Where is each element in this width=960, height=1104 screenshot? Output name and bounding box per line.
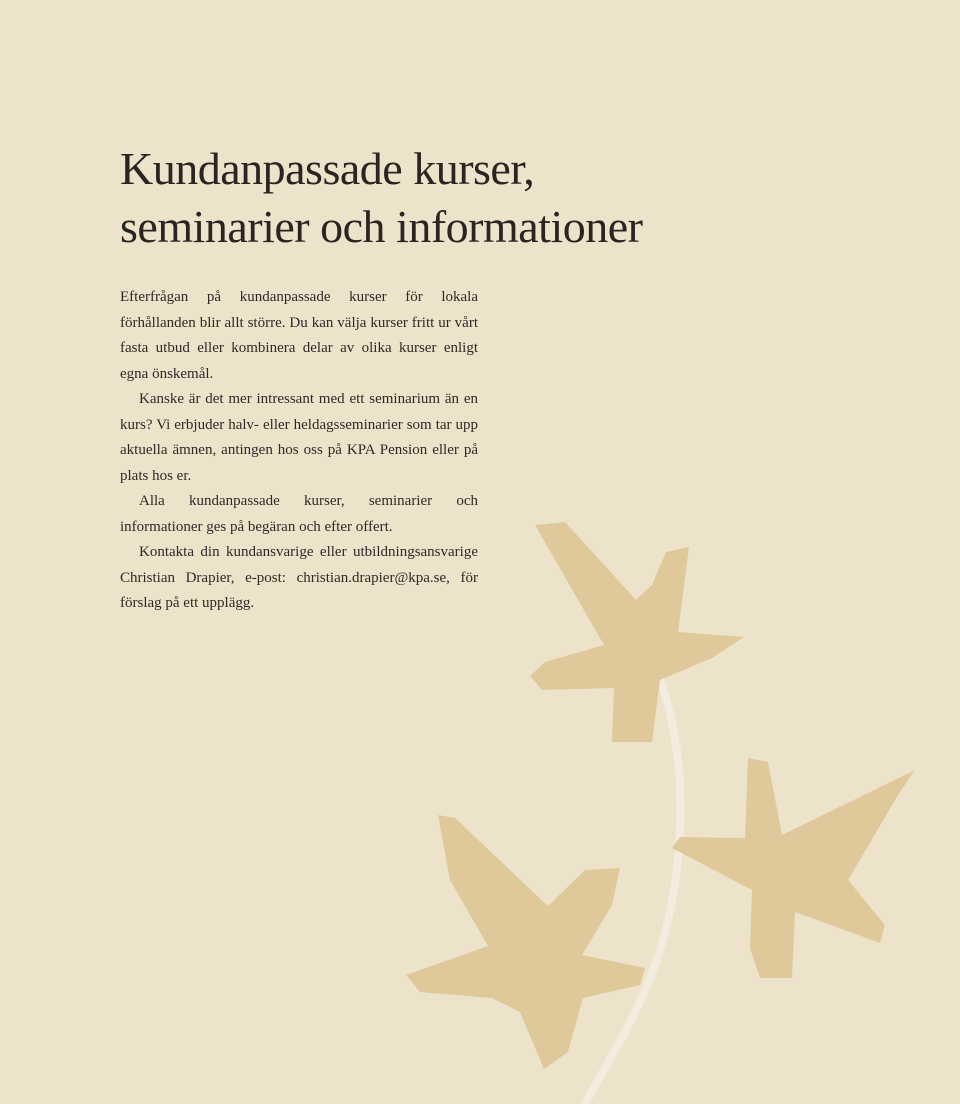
lower-leaf-shape (406, 815, 645, 1069)
page-title-line-2: seminarier och informationer (120, 201, 643, 252)
paragraph-offer: Alla kundanpassade kurser, seminarier och informationer ges på begäran och efter offert. (120, 493, 478, 535)
paragraph-contact: Kontakta din kundansvarige eller utbildningsansvarige Christian Drapier, e-post: christian.drapier@kpa.se, för förslag på ett upplägg. (120, 544, 478, 611)
page-title-line-1: Kundanpassade kurser, (120, 143, 535, 194)
paragraph-seminars: Kanske är det mer intressant med ett seminarium än en kurs? Vi erbjuder halv- eller heldagsseminarier som tar upp aktuella ämnen, antingen hos oss på KPA Pension eller på plats hos er. (120, 391, 478, 484)
paragraph-intro: Efterfrågan på kundanpassade kurser för lokala förhållanden blir allt större. Du kan välja kurser fritt ur vårt fasta utbud eller kombinera delar av olika kurser enligt egna önskemål. (120, 289, 478, 382)
upper-leaf-shape (530, 522, 744, 742)
right-leaf-shape (672, 758, 915, 978)
